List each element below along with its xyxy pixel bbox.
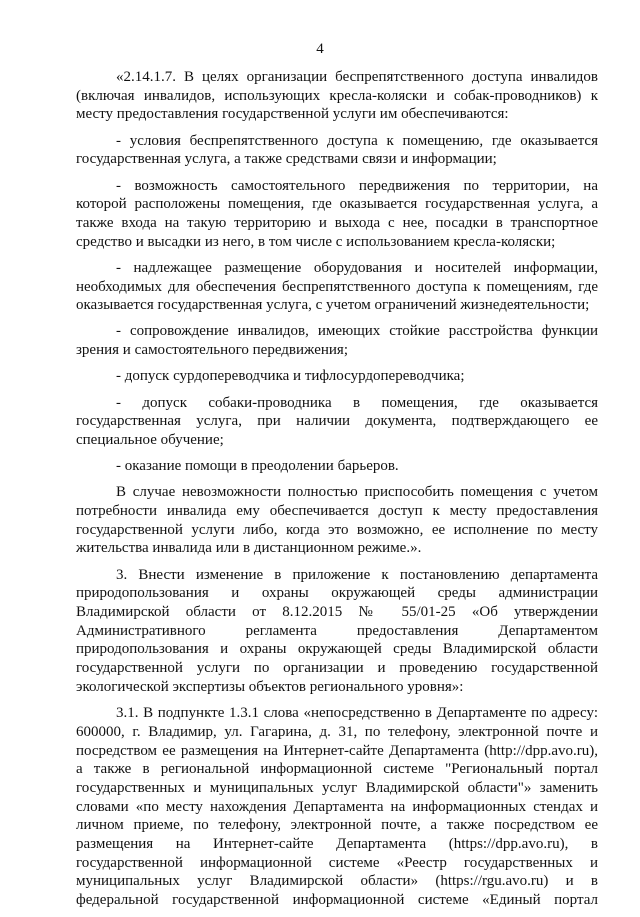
paragraph-line: (включая инвалидов, использующих кресла-коляски и собак-проводников) к bbox=[76, 87, 598, 104]
paragraph-line: В случае невозможности полностью приспособить помещения с учетом bbox=[116, 484, 598, 501]
paragraph bbox=[76, 259, 598, 315]
paragraph bbox=[76, 457, 598, 476]
paragraph-line: зрения и самостоятельного передвижения; bbox=[76, 342, 348, 359]
paragraph-line: государственной услуги либо, когда это возможно, ее исполнение по месту bbox=[76, 521, 598, 538]
paragraph bbox=[76, 68, 598, 124]
paragraph-line: словами «по месту нахождения Департамента на информационных стендах и bbox=[76, 798, 598, 815]
paragraph-line: федеральной государственной информационной системе «Единый портал bbox=[76, 892, 598, 909]
paragraph-line: также входа на такую территорию и выхода с нее, посадки в транспортное bbox=[76, 214, 598, 231]
paragraph-line: 3.1. В подпункте 1.3.1 слова «непосредственно в Департаменте по адресу: bbox=[116, 705, 598, 722]
paragraph-line: «2.14.1.7. В целях организации беспрепятственного доступа инвалидов bbox=[116, 69, 598, 85]
paragraph bbox=[76, 483, 598, 558]
paragraph bbox=[76, 177, 598, 252]
paragraph bbox=[76, 367, 598, 386]
paragraph bbox=[76, 394, 598, 450]
paragraph-line: государственных и муниципальных услуг Владимирской области"» заменить bbox=[76, 779, 598, 796]
paragraph-line: природопользования и охраны окружающей среды Владимирской области bbox=[76, 641, 598, 658]
paragraph bbox=[76, 566, 598, 697]
paragraph-line: муниципальных услуг Владимирской области» (https://rgu.avo.ru) и в bbox=[76, 873, 598, 890]
paragraph-line: - допуск сурдопереводчика и тифлосурдопереводчика; bbox=[116, 368, 465, 385]
paragraph-line: оказывается государственная услуга, с учетом ограничений жизнедеятельности; bbox=[76, 297, 590, 314]
paragraph-line: - допуск собаки-проводника в помещения, где оказывается bbox=[116, 394, 598, 411]
paragraph-line: - возможность самостоятельного передвижения по территории, на bbox=[116, 177, 598, 194]
paragraph-line: специальное обучение; bbox=[76, 431, 224, 448]
paragraph-line: экологической экспертизы объектов регионального уровня»: bbox=[76, 678, 464, 695]
paragraph bbox=[76, 132, 598, 169]
paragraph-line: средство и высадки из него, в том числе с использованием кресла-коляски; bbox=[76, 233, 556, 250]
page-number: 4 bbox=[316, 41, 324, 57]
paragraph-line: - надлежащее размещение оборудования и носителей информации, bbox=[116, 259, 598, 276]
paragraph-line: Административного регламента предоставления Департаментом bbox=[76, 622, 598, 639]
paragraph-line: природопользования и охраны окружающей среды администрации bbox=[76, 585, 598, 602]
paragraph-line: посредством ее размещения на Интернет-сайте Департамента (http://dpp.avo.ru), bbox=[76, 742, 598, 759]
paragraph-line: 3. Внести изменение в приложение к постановлению департамента bbox=[116, 566, 598, 583]
paragraph-line: - сопровождение инвалидов, имеющих стойкие расстройства функции bbox=[116, 323, 598, 340]
paragraph-line: а также в региональной информационной системе "Региональный портал bbox=[76, 761, 598, 778]
paragraph-line: государственной информационной системе «Реестр государственных и bbox=[76, 854, 598, 871]
paragraph-line: 600000, г. Владимир, ул. Гагарина, д. 31, по телефону, электронной почте и bbox=[76, 723, 598, 740]
document-body bbox=[76, 68, 598, 917]
paragraph-line: которой расположены помещения, где оказывается государственная услуга, а bbox=[76, 196, 598, 213]
paragraph bbox=[76, 322, 598, 359]
paragraph-line: личном приеме, по телефону, электронной почте, а также посредством ее bbox=[76, 817, 598, 834]
paragraph-line: размещения на Интернет-сайте Департамента (https://dpp.avo.ru), в bbox=[76, 836, 598, 853]
paragraph-line: государственной услуги по организации и проведению государственной bbox=[76, 660, 598, 677]
paragraph-line: жительства инвалида или в дистанционном режиме.». bbox=[76, 540, 422, 557]
paragraph-line: необходимых для обеспечения беспрепятственного доступа к помещениям, где bbox=[76, 278, 598, 295]
paragraph-line: месту предоставления государственной услуги им обеспечиваются: bbox=[76, 106, 509, 123]
paragraph-line: Владимирской области от 8.12.2015 № 55/01-25 «Об утверждении bbox=[76, 604, 598, 621]
paragraph-line: - оказание помощи в преодолении барьеров. bbox=[116, 458, 399, 475]
paragraph-line: государственная услуга, а также средствами связи и информации; bbox=[76, 151, 497, 168]
paragraph-line: - условия беспрепятственного доступа к помещению, где оказывается bbox=[116, 132, 598, 149]
paragraph-line: потребности инвалида ему обеспечивается доступ к месту предоставления bbox=[76, 503, 598, 520]
paragraph-line: государственная услуга, при наличии документа, подтверждающего ее bbox=[76, 413, 598, 430]
paragraph bbox=[76, 704, 598, 910]
